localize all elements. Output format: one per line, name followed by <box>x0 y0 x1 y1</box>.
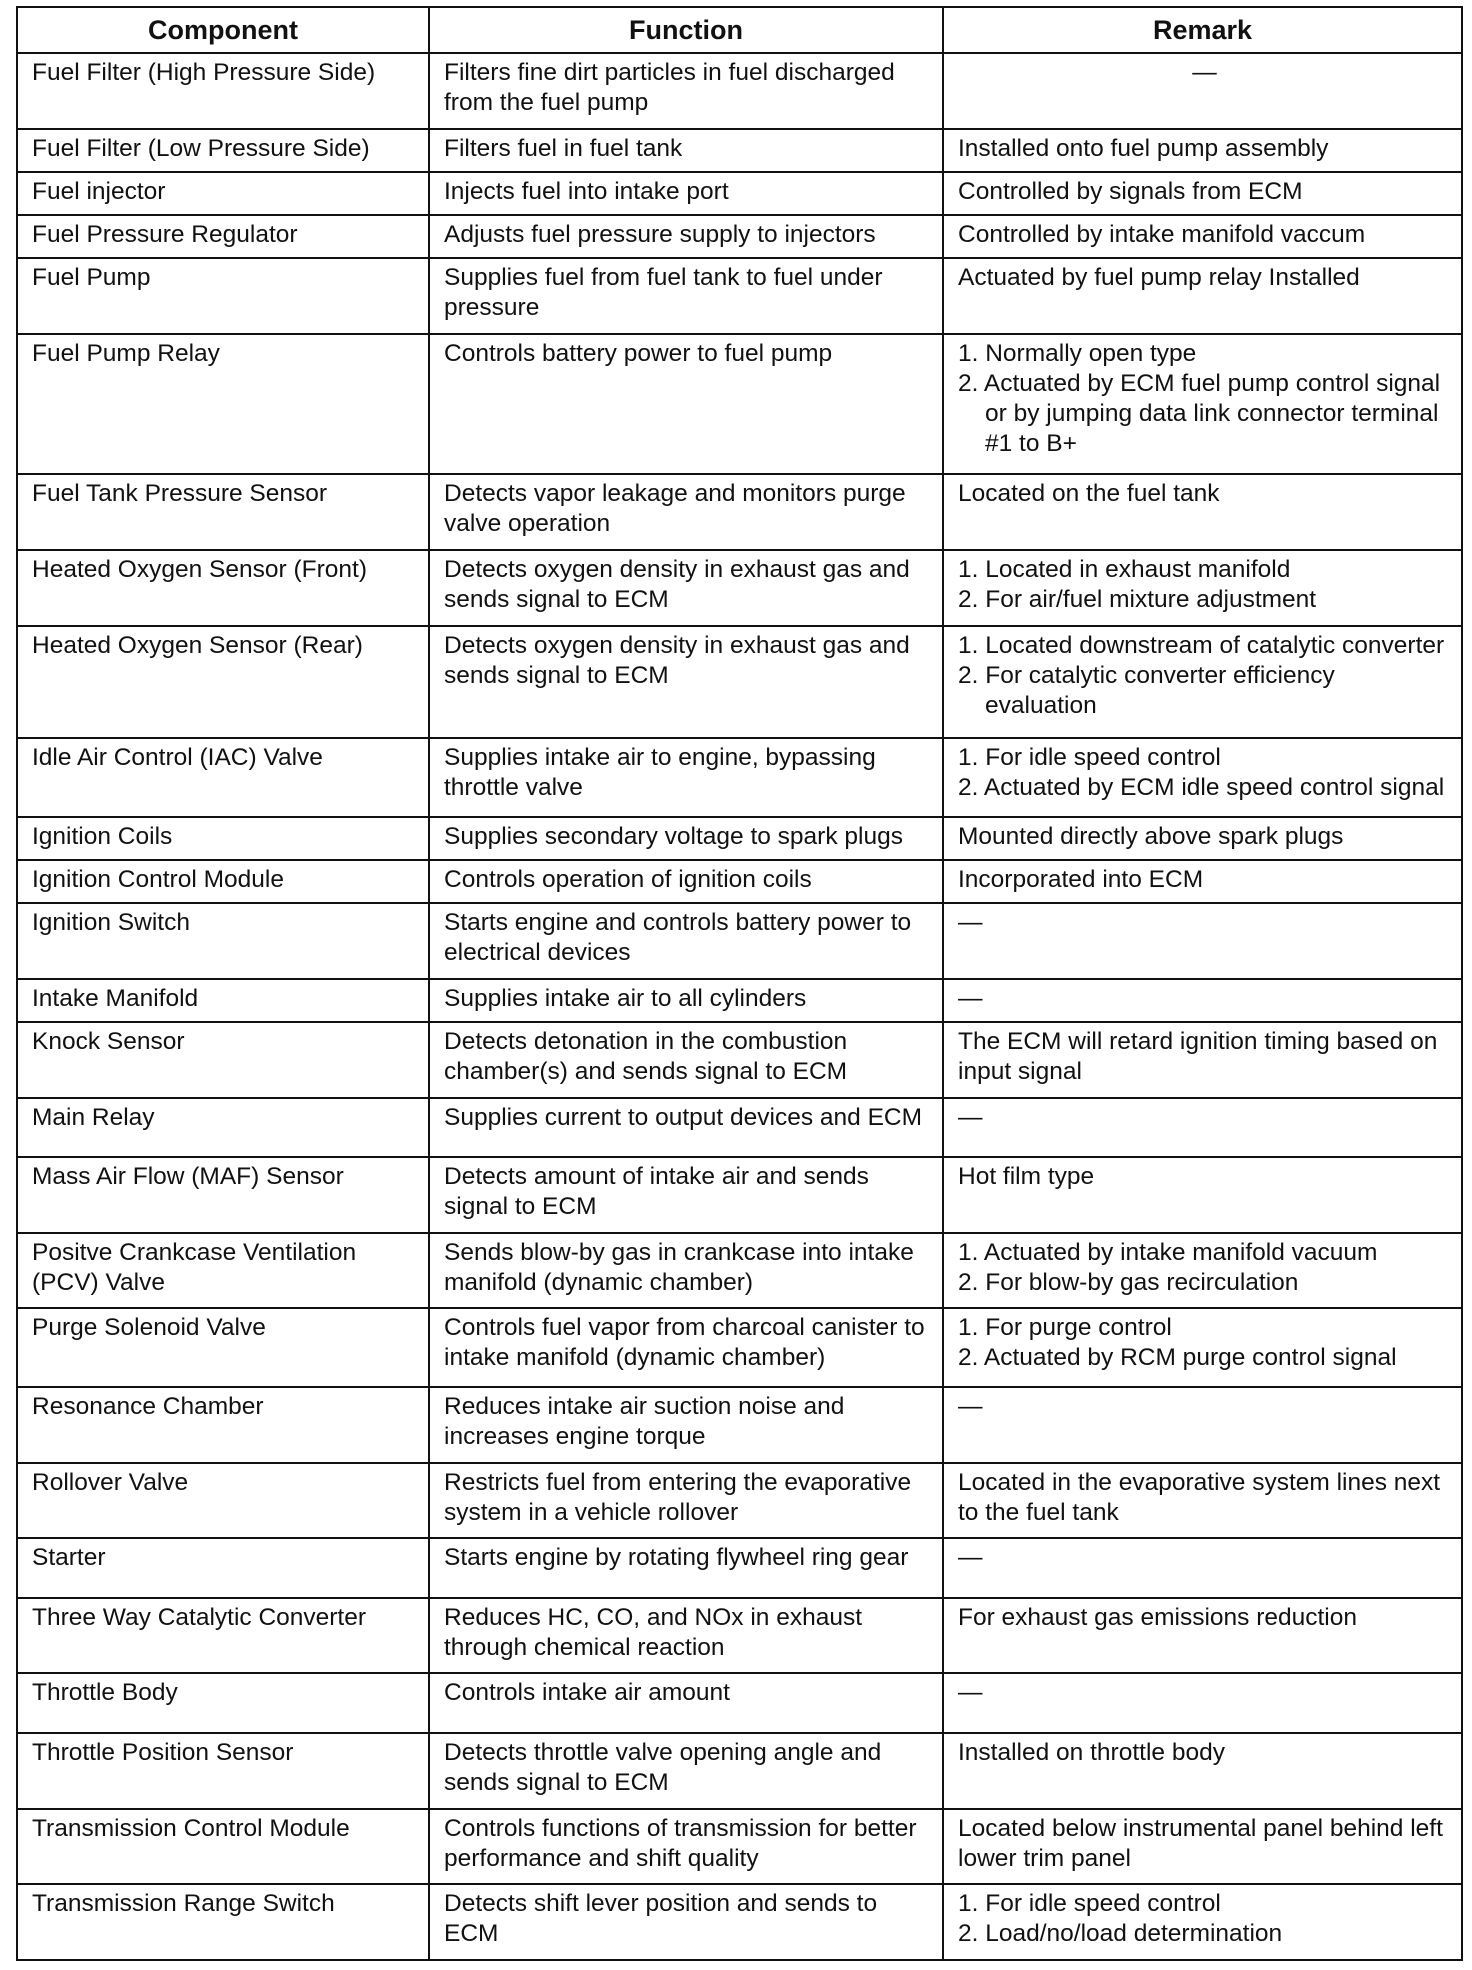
cell-component: Purge Solenoid Valve <box>17 1308 429 1387</box>
cell-function: Supplies intake air to engine, bypassing throttle valve <box>429 738 943 817</box>
cell-component: Mass Air Flow (MAF) Sensor <box>17 1157 429 1233</box>
cell-component: Fuel Tank Pressure Sensor <box>17 474 429 550</box>
cell-component: Heated Oxygen Sensor (Front) <box>17 550 429 626</box>
cell-component: Fuel Pump Relay <box>17 334 429 474</box>
cell-remark: Controlled by signals from ECM <box>943 172 1462 215</box>
cell-component: Fuel injector <box>17 172 429 215</box>
remark-list-item: 1. For idle speed control <box>958 1890 1221 1918</box>
remark-list <box>958 555 1451 615</box>
component-table <box>16 6 1463 1961</box>
cell-remark <box>943 1308 1462 1387</box>
remark-list-item: 2. Actuated by ECM fuel pump control signal or by jumping data link connector terminal #1 to B+ <box>958 369 1441 457</box>
cell-component: Transmission Control Module <box>17 1809 429 1885</box>
cell-function: Supplies intake air to all cylinders <box>429 979 943 1022</box>
remark-list-item: 1. Located in exhaust manifold <box>958 555 1291 583</box>
remark-list-item: 2. For air/fuel mixture adjustment <box>958 585 1317 613</box>
remark-list-item: 1. For purge control <box>958 1314 1172 1342</box>
cell-remark: Mounted directly above spark plugs <box>943 817 1462 860</box>
table-row <box>17 1538 1462 1597</box>
remark-list-item: 2. For catalytic converter efficiency evaluation <box>958 661 1335 719</box>
cell-remark <box>943 334 1462 474</box>
cell-component: Idle Air Control (IAC) Valve <box>17 738 429 817</box>
cell-function: Injects fuel into intake port <box>429 172 943 215</box>
cell-function: Reduces HC, CO, and NOx in exhaust through chemical reaction <box>429 1598 943 1674</box>
remark-list <box>958 1889 1451 1949</box>
cell-component: Fuel Filter (High Pressure Side) <box>17 53 429 129</box>
cell-component: Fuel Pressure Regulator <box>17 215 429 258</box>
table-row <box>17 860 1462 903</box>
table-row <box>17 1463 1462 1539</box>
table-row <box>17 1233 1462 1309</box>
cell-remark: Installed on throttle body <box>943 1733 1462 1809</box>
cell-function: Supplies fuel from fuel tank to fuel under pressure <box>429 258 943 334</box>
cell-component: Positve Crankcase Ventilation (PCV) Valve <box>17 1233 429 1309</box>
table-row <box>17 550 1462 626</box>
cell-remark: Actuated by fuel pump relay Installed <box>943 258 1462 334</box>
cell-remark: Located in the evaporative system lines next to the fuel tank <box>943 1463 1462 1539</box>
cell-remark: Located below instrumental panel behind left lower trim panel <box>943 1809 1462 1885</box>
cell-remark: The ECM will retard ignition timing based on input signal <box>943 1022 1462 1098</box>
cell-function: Supplies current to output devices and ECM <box>429 1098 943 1157</box>
remark-list <box>958 743 1451 803</box>
cell-remark <box>943 1233 1462 1309</box>
header-function: Function <box>429 7 943 53</box>
remark-list-item: 1. For idle speed control <box>958 743 1221 771</box>
remark-list-item: 1. Actuated by intake manifold vacuum <box>958 1238 1378 1266</box>
cell-component: Throttle Position Sensor <box>17 1733 429 1809</box>
table-row <box>17 1022 1462 1098</box>
cell-function: Detects amount of intake air and sends signal to ECM <box>429 1157 943 1233</box>
table-row <box>17 1308 1462 1387</box>
cell-function: Starts engine and controls battery power to electrical devices <box>429 903 943 979</box>
cell-function: Filters fuel in fuel tank <box>429 129 943 172</box>
cell-remark <box>943 626 1462 738</box>
header-row <box>17 7 1462 53</box>
remark-list-item: 1. Located downstream of catalytic converter <box>958 631 1445 659</box>
cell-remark: — <box>943 1387 1462 1463</box>
table-row <box>17 1733 1462 1809</box>
cell-function: Adjusts fuel pressure supply to injectors <box>429 215 943 258</box>
cell-function: Detects throttle valve opening angle and sends signal to ECM <box>429 1733 943 1809</box>
table-row <box>17 258 1462 334</box>
cell-component: Ignition Switch <box>17 903 429 979</box>
remark-list-item: 2. Actuated by RCM purge control signal <box>958 1344 1397 1372</box>
header-remark: Remark <box>943 7 1462 53</box>
remark-list <box>958 631 1451 721</box>
cell-remark: Controlled by intake manifold vaccum <box>943 215 1462 258</box>
cell-component: Rollover Valve <box>17 1463 429 1539</box>
cell-remark: Located on the fuel tank <box>943 474 1462 550</box>
cell-remark <box>943 1884 1462 1960</box>
table-row <box>17 979 1462 1022</box>
cell-function: Starts engine by rotating flywheel ring gear <box>429 1538 943 1597</box>
cell-function: Controls battery power to fuel pump <box>429 334 943 474</box>
cell-component: Starter <box>17 1538 429 1597</box>
table-row <box>17 215 1462 258</box>
cell-remark: — <box>943 1098 1462 1157</box>
table-row <box>17 626 1462 738</box>
cell-remark: Installed onto fuel pump assembly <box>943 129 1462 172</box>
table-row <box>17 903 1462 979</box>
cell-remark: Incorporated into ECM <box>943 860 1462 903</box>
cell-component: Resonance Chamber <box>17 1387 429 1463</box>
table-body <box>17 53 1462 1960</box>
cell-function: Detects oxygen density in exhaust gas and sends signal to ECM <box>429 626 943 738</box>
remark-list <box>958 339 1451 459</box>
table-row <box>17 1387 1462 1463</box>
table-row <box>17 738 1462 817</box>
cell-component: Intake Manifold <box>17 979 429 1022</box>
cell-function: Controls fuel vapor from charcoal canister to intake manifold (dynamic chamber) <box>429 1308 943 1387</box>
cell-function: Detects vapor leakage and monitors purge valve operation <box>429 474 943 550</box>
remark-list-item: 2. For blow-by gas recirculation <box>958 1268 1299 1296</box>
table-row <box>17 1884 1462 1960</box>
cell-component: Fuel Pump <box>17 258 429 334</box>
cell-component: Three Way Catalytic Converter <box>17 1598 429 1674</box>
table-row <box>17 474 1462 550</box>
cell-remark: — <box>943 53 1462 129</box>
cell-remark: Hot film type <box>943 1157 1462 1233</box>
remark-list <box>958 1238 1451 1298</box>
cell-remark: — <box>943 1673 1462 1732</box>
cell-remark: — <box>943 979 1462 1022</box>
table-row <box>17 1809 1462 1885</box>
table-row <box>17 1157 1462 1233</box>
cell-function: Controls operation of ignition coils <box>429 860 943 903</box>
cell-function: Filters fine dirt particles in fuel discharged from the fuel pump <box>429 53 943 129</box>
header-component: Component <box>17 7 429 53</box>
remark-list-item: 1. Normally open type <box>958 339 1197 367</box>
cell-remark: For exhaust gas emissions reduction <box>943 1598 1462 1674</box>
remark-list-item: 2. Load/no/load determination <box>958 1920 1283 1948</box>
cell-component: Throttle Body <box>17 1673 429 1732</box>
remark-list <box>958 1313 1451 1373</box>
table-row <box>17 334 1462 474</box>
cell-function: Supplies secondary voltage to spark plugs <box>429 817 943 860</box>
table-row <box>17 129 1462 172</box>
cell-function: Reduces intake air suction noise and increases engine torque <box>429 1387 943 1463</box>
cell-remark <box>943 550 1462 626</box>
cell-function: Sends blow-by gas in crankcase into intake manifold (dynamic chamber) <box>429 1233 943 1309</box>
table-row <box>17 1098 1462 1157</box>
cell-function: Detects shift lever position and sends to ECM <box>429 1884 943 1960</box>
cell-function: Controls intake air amount <box>429 1673 943 1732</box>
cell-function: Controls functions of transmission for better performance and shift quality <box>429 1809 943 1885</box>
table-row <box>17 172 1462 215</box>
cell-function: Detects detonation in the combustion chamber(s) and sends signal to ECM <box>429 1022 943 1098</box>
cell-remark <box>943 738 1462 817</box>
cell-component: Ignition Control Module <box>17 860 429 903</box>
cell-component: Transmission Range Switch <box>17 1884 429 1960</box>
cell-remark: — <box>943 903 1462 979</box>
cell-component: Knock Sensor <box>17 1022 429 1098</box>
remark-list-item: 2. Actuated by ECM idle speed control signal <box>958 773 1445 801</box>
cell-component: Fuel Filter (Low Pressure Side) <box>17 129 429 172</box>
table-row <box>17 53 1462 129</box>
cell-function: Restricts fuel from entering the evaporative system in a vehicle rollover <box>429 1463 943 1539</box>
cell-remark: — <box>943 1538 1462 1597</box>
table-row <box>17 1673 1462 1732</box>
cell-function: Detects oxygen density in exhaust gas and sends signal to ECM <box>429 550 943 626</box>
cell-component: Main Relay <box>17 1098 429 1157</box>
cell-component: Heated Oxygen Sensor (Rear) <box>17 626 429 738</box>
table-row <box>17 817 1462 860</box>
table-row <box>17 1598 1462 1674</box>
cell-component: Ignition Coils <box>17 817 429 860</box>
